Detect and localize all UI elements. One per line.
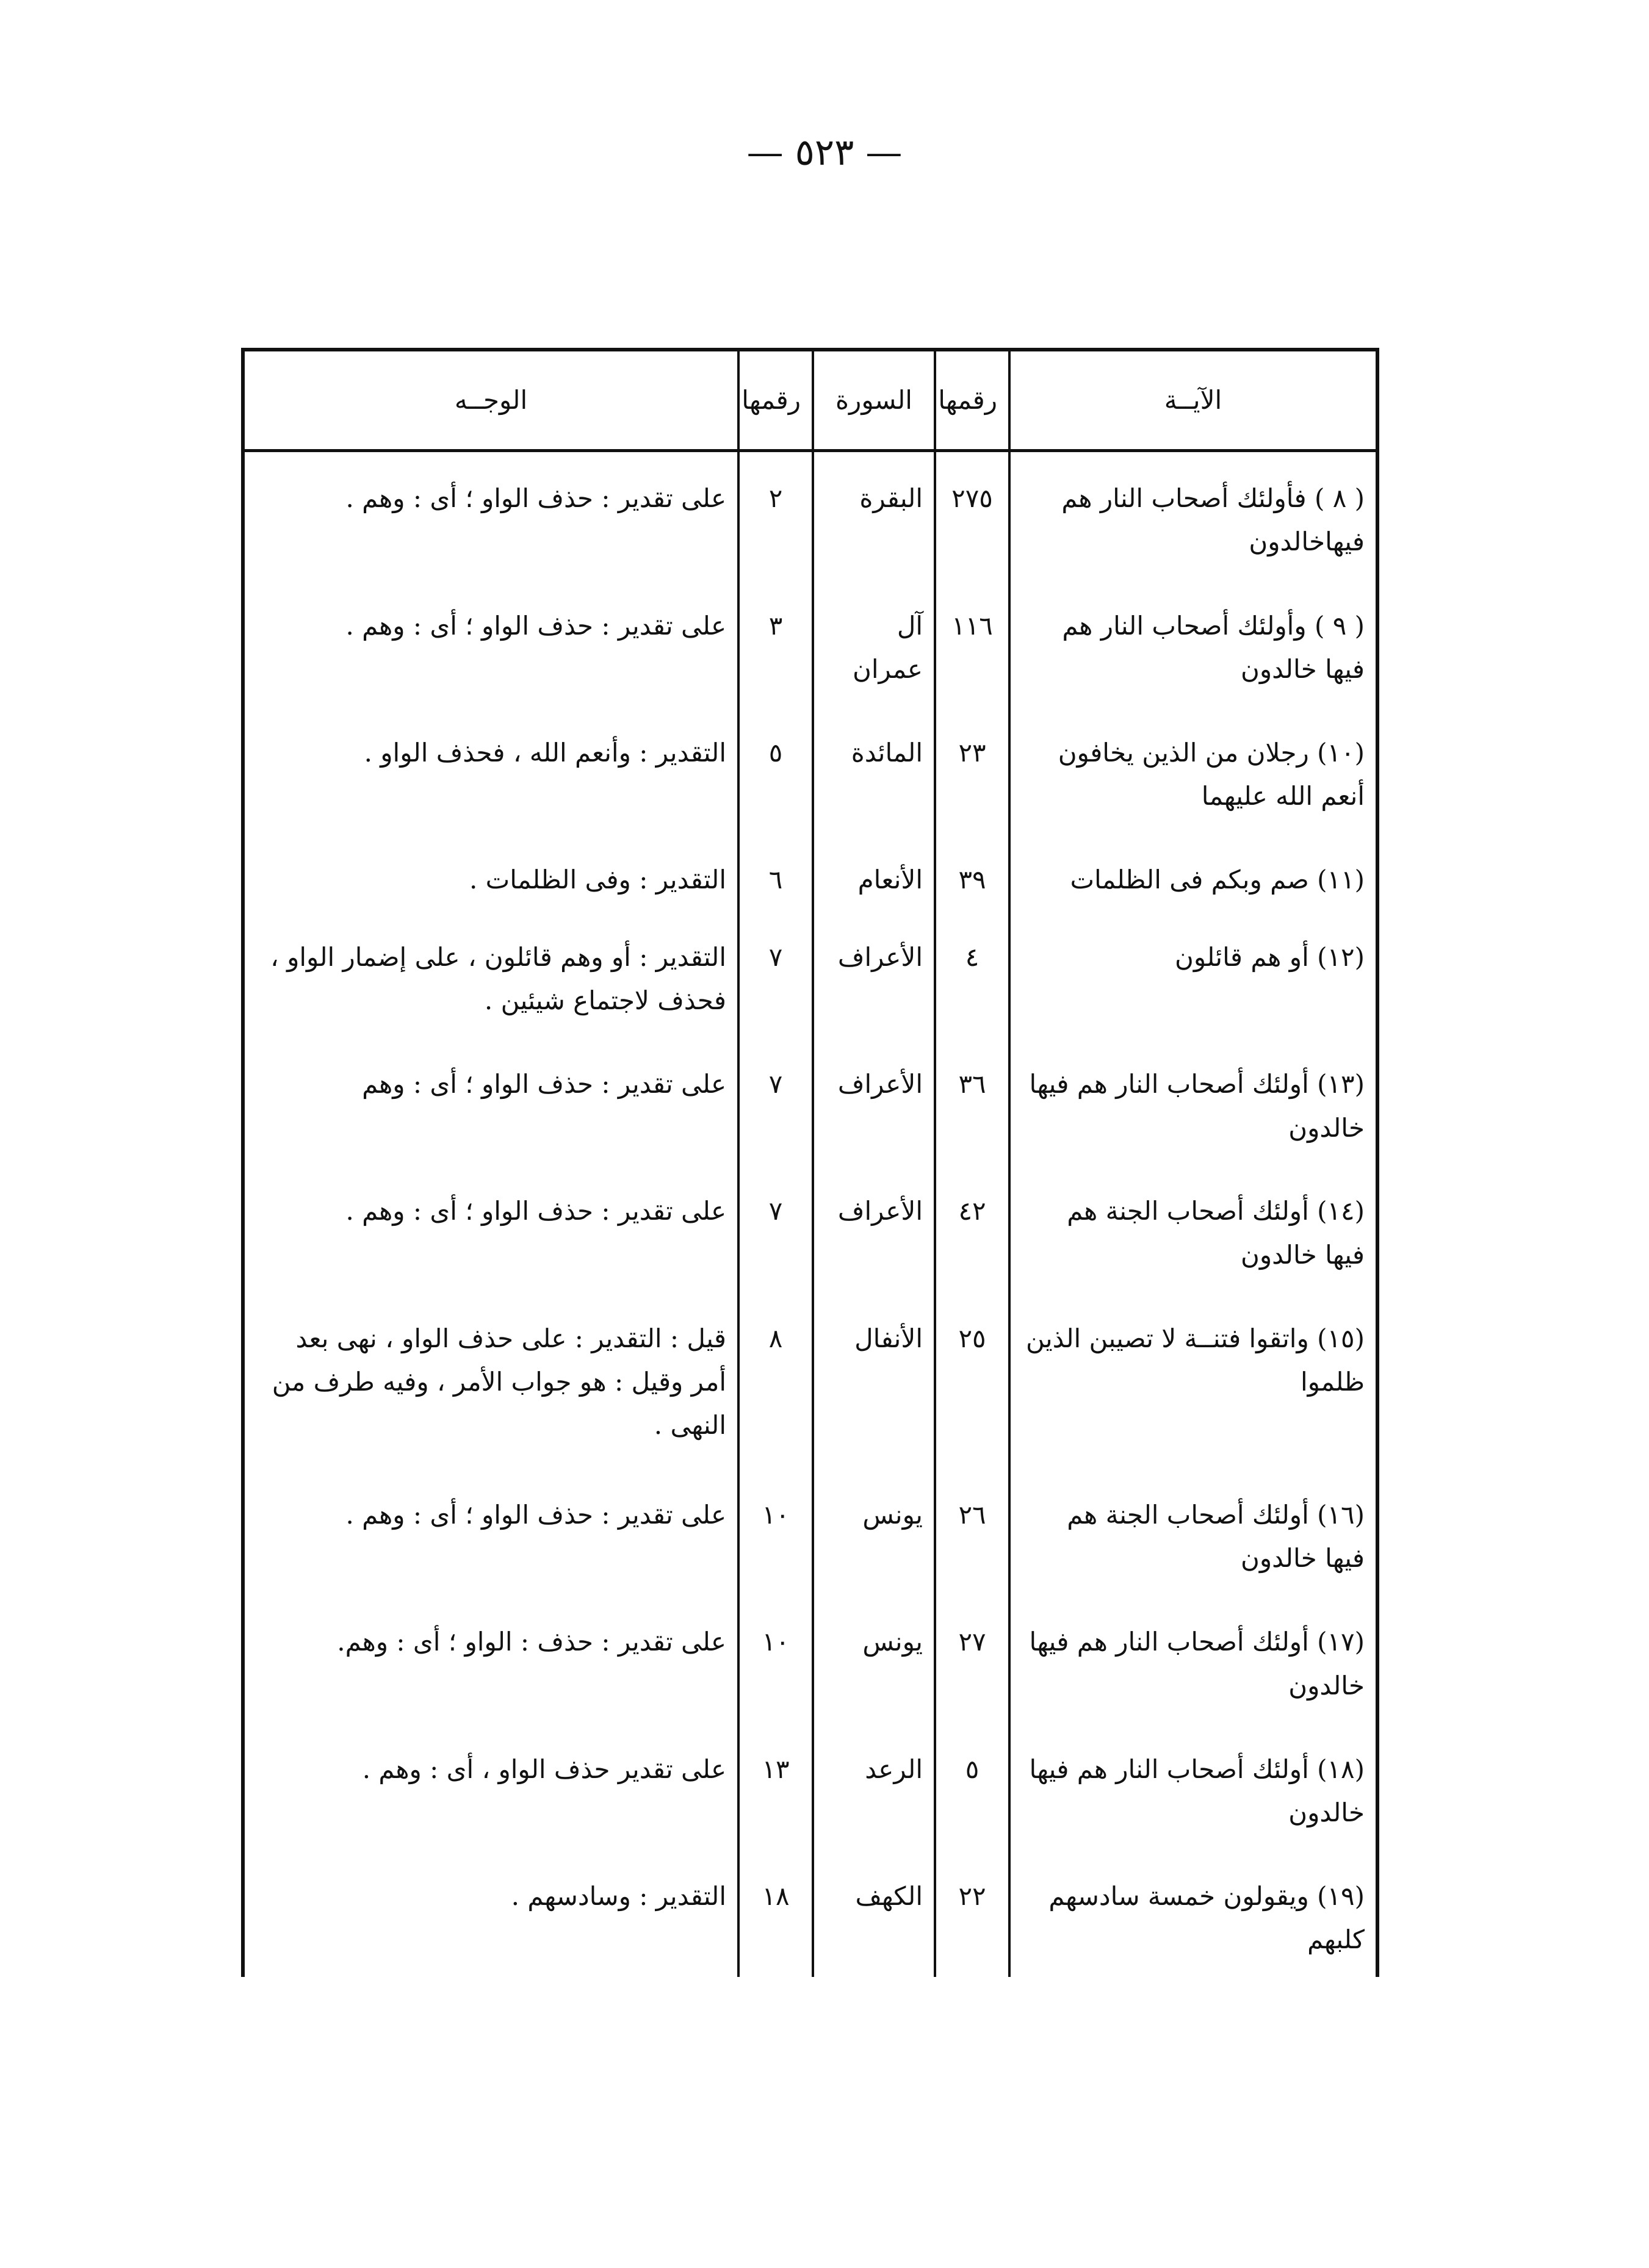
cell-surah-number: ٨ [738,1292,813,1469]
cell-surah: يونس [813,1469,935,1596]
cell-surah-number: ٦ [738,833,813,911]
table-row [245,707,1376,833]
cell-surah-number: ٥ [738,707,813,833]
cell-verse: (١٤) أولئك أصحاب الجنة هم فيها خالدون [1009,1165,1376,1292]
cell-verse: ( ٩ ) وأولئك أصحاب النار هم فيها خالدون [1009,580,1376,707]
cell-verse: ( ٨ ) فأولئك أصحاب النار هم فيهاخالدون [1009,451,1376,580]
cell-surah-number: ١٠ [738,1596,813,1723]
cell-verse-number: ٢٥ [935,1292,1009,1469]
cell-verse-number: ٢٧٥ [935,451,1009,580]
cell-verse: (١٦) أولئك أصحاب الجنة هم فيها خالدون [1009,1469,1376,1596]
cell-surah-number: ٧ [738,1165,813,1292]
table-row [245,833,1376,911]
cell-verse: (١٨) أولئك أصحاب النار هم فيها خالدون [1009,1723,1376,1850]
cell-surah: يونس [813,1596,935,1723]
cell-surah-number: ١٠ [738,1469,813,1596]
cell-aspect: التقدير : أو وهم قائلون ، على إضمار الواو ، فحذف لاجتماع شيئين . [270,941,726,1016]
cell-verse: (١٩) ويقولون خمسة سادسهم كلبهم [1009,1850,1376,1977]
table-row [245,1596,1376,1723]
table-row [245,911,1376,1038]
cell-surah: الأنفال [813,1292,935,1469]
table-row [245,1723,1376,1850]
cell-verse: (١٥) واتقوا فتنــة لا تصيبن الذين ظلموا [1009,1292,1376,1469]
cell-aspect: على تقدير : حذف الواو ؛ أى : وهم . [345,610,726,641]
cell-surah-number: ١٣ [738,1723,813,1850]
page-number: — ٥٢٣ — [746,131,903,174]
cell-surah: البقرة [813,451,935,580]
cell-surah: آل عمران [813,580,935,707]
cell-aspect: التقدير : وفى الظلمات . [469,865,726,895]
cell-verse: (١٧) أولئك أصحاب النار هم فيها خالدون [1009,1596,1376,1723]
cell-verse: (١٣) أولئك أصحاب النار هم فيها خالدون [1009,1038,1376,1165]
table-row [245,451,1376,580]
cell-verse-number: ٤٢ [935,1165,1009,1292]
cell-surah: المائدة [813,707,935,833]
cell-aspect: على تقدير : حذف الواو ؛ أى : وهم [362,1069,726,1100]
verses-table-frame [241,348,1379,1977]
cell-verse-number: ٢٣ [935,707,1009,833]
header-verse: الآيــة [1009,351,1376,451]
verses-table [245,351,1376,1977]
cell-surah-number: ٧ [738,911,813,1038]
table-header-row [245,351,1376,451]
cell-aspect: على تقدير : حذف الواو ؛ أى : وهم . [345,483,726,513]
cell-aspect: التقدير : وسادسهم . [511,1881,726,1911]
cell-surah-number: ٣ [738,580,813,707]
cell-surah: الكهف [813,1850,935,1977]
cell-verse: (١٢) أو هم قائلون [1009,911,1376,1038]
header-surah: السورة [813,351,935,451]
cell-aspect: قيل : التقدير : على حذف الواو ، نهى بعد أمر وقيل : هو جواب الأمر ، وفيه طرف من النهى . [272,1323,726,1441]
header-aspect: الوجــه [245,351,738,451]
header-verse-number: رقمها [935,351,1009,451]
cell-verse-number: ١١٦ [935,580,1009,707]
cell-aspect: على تقدير حذف الواو ، أى : وهم . [362,1754,726,1784]
cell-verse-number: ٢٢ [935,1850,1009,1977]
cell-verse-number: ٤ [935,911,1009,1038]
table-row [245,1292,1376,1469]
cell-aspect: على تقدير : حذف الواو ؛ أى : وهم . [345,1500,726,1530]
cell-verse-number: ٢٧ [935,1596,1009,1723]
cell-surah: الأعراف [813,1165,935,1292]
table-row [245,580,1376,707]
cell-surah: الأعراف [813,1038,935,1165]
table-row [245,1469,1376,1596]
cell-verse-number: ٥ [935,1723,1009,1850]
cell-surah: الأنعام [813,833,935,911]
cell-verse-number: ٢٦ [935,1469,1009,1596]
table-row [245,1165,1376,1292]
cell-surah: الرعد [813,1723,935,1850]
cell-verse-number: ٣٩ [935,833,1009,911]
header-surah-number: رقمها [738,351,813,451]
cell-aspect: على تقدير : حذف : الواو ؛ أى : وهم. [337,1627,726,1657]
cell-surah-number: ٧ [738,1038,813,1165]
cell-surah: الأعراف [813,911,935,1038]
cell-surah-number: ٢ [738,451,813,580]
cell-verse: (١١) صم وبكم فى الظلمات [1009,833,1376,911]
cell-aspect: على تقدير : حذف الواو ؛ أى : وهم . [345,1196,726,1226]
cell-aspect: التقدير : وأنعم الله ، فحذف الواو . [364,737,726,768]
cell-verse-number: ٣٦ [935,1038,1009,1165]
cell-verse: (١٠) رجلان من الذين يخافون أنعم الله عليهما [1009,707,1376,833]
table-row [245,1038,1376,1165]
table-row [245,1850,1376,1977]
cell-surah-number: ١٨ [738,1850,813,1977]
